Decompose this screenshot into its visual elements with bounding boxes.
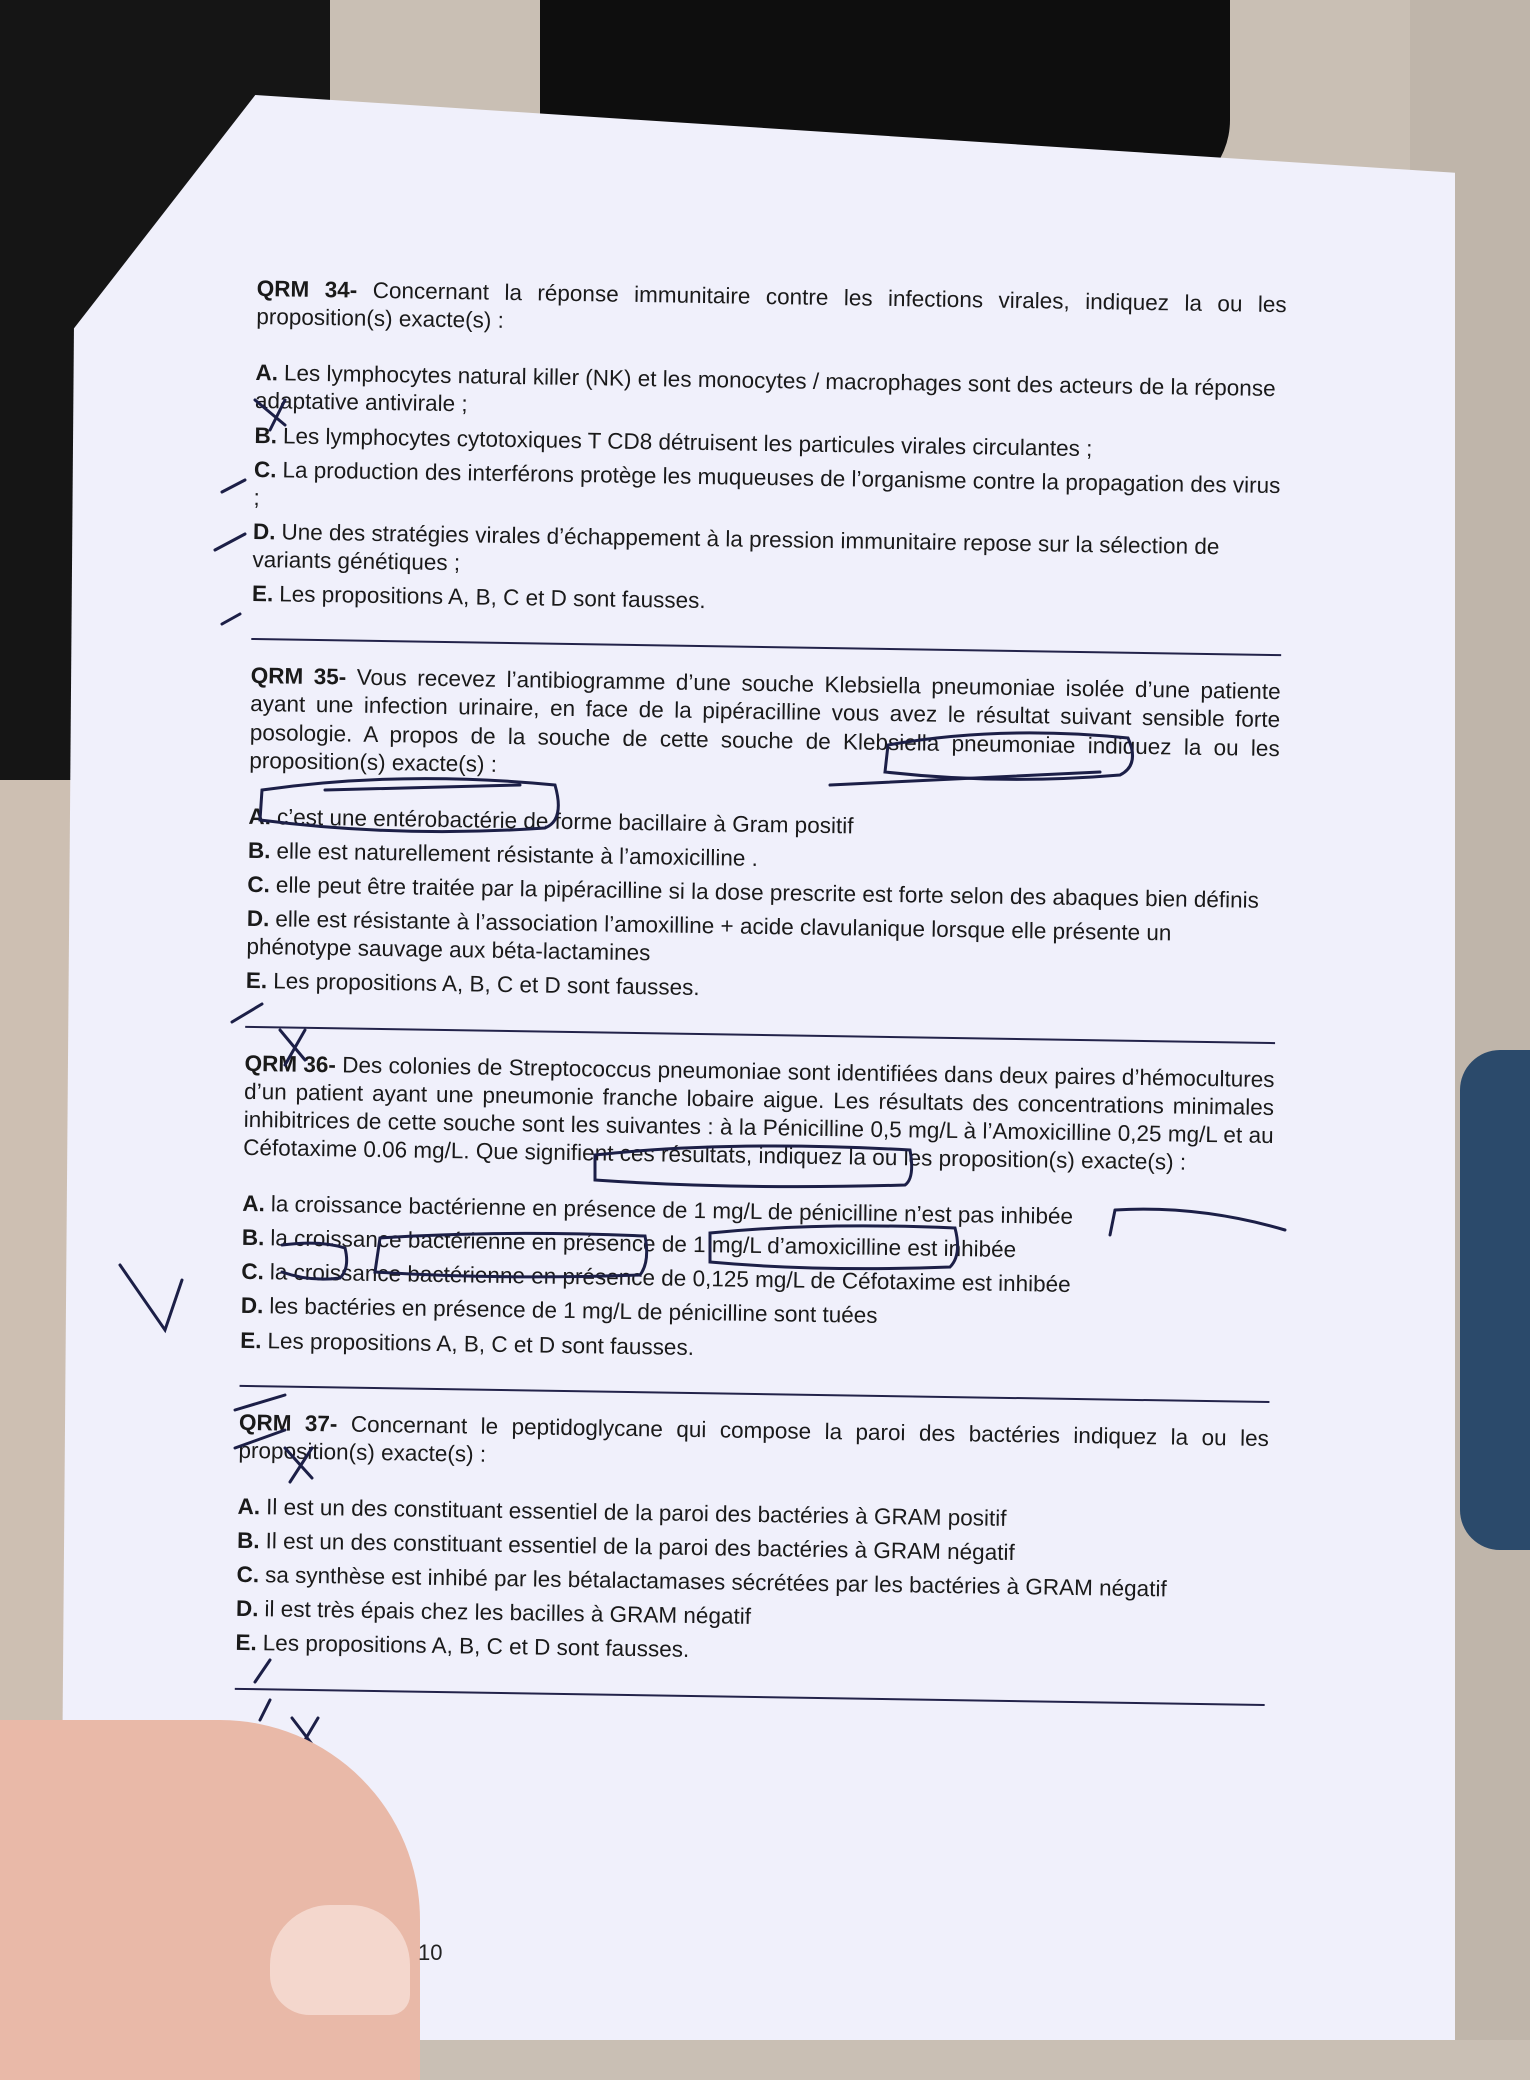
- question-text: Vous recevez l’antibiogramme d’une souche Klebsiella pneumoniae isolée d’une patiente ayant une infection urinaire, en face de la pipéracilline vous avez le résultat suivant sensible forte posologie. A propos de la souche de cette souche de Klebsiella pneumoniae indiquez la ou les proposition(s) exacte(s) :: [249, 664, 1281, 777]
- exam-content: [234, 275, 1286, 1728]
- option-letter: E.: [240, 1327, 262, 1353]
- option-letter: E.: [235, 1630, 257, 1656]
- option-d: [252, 518, 1283, 590]
- option-letter: B.: [254, 422, 278, 448]
- option-text: la croissance bactérienne en présence de 1 mg/L d’amoxicilline est inhibée: [270, 1225, 1017, 1263]
- question-label: QRM 34-: [256, 275, 358, 303]
- option-text: Il est un des constituant essentiel de la paroi des bactéries à GRAM négatif: [265, 1528, 1015, 1566]
- separator-line: [235, 1687, 1265, 1705]
- question-37: [235, 1408, 1269, 1673]
- question-text: Concernant la réponse immunitaire contre les infections virales, indiquez la ou les proposition(s) exacte(s) :: [256, 277, 1287, 334]
- option-text: elle est naturellement résistante à l’amoxicilline .: [276, 838, 759, 871]
- option-letter: C.: [236, 1561, 260, 1588]
- option-letter: B.: [241, 1225, 265, 1251]
- option-letter: D.: [246, 906, 270, 932]
- question-label: QRM 36-: [244, 1050, 337, 1077]
- option-text: la croissance bactérienne en présence de 0,125 mg/L de Céfotaxime est inhibée: [269, 1259, 1071, 1298]
- option-letter: D.: [252, 518, 276, 545]
- option-letter: E.: [251, 581, 274, 607]
- separator-line: [245, 1025, 1275, 1043]
- question-label: QRM 37-: [238, 1409, 338, 1437]
- option-letter: C.: [241, 1259, 265, 1285]
- option-c: [253, 456, 1284, 528]
- option-text: Les propositions A, B, C et D sont fausses.: [272, 968, 700, 1001]
- option-text: Les lymphocytes cytotoxiques T CD8 détruisent les particules virales circulantes ;: [282, 422, 1093, 461]
- option-text: Les propositions A, B, C et D sont fausses.: [262, 1630, 690, 1663]
- option-text: Les lymphocytes natural killer (NK) et les monocytes / macrophages sont des acteurs de la réponse adaptative antivirale ;: [254, 360, 1276, 417]
- option-text: sa synthèse est inhibé par les bétalactamases sécrétées par les bactéries à GRAM négatif: [264, 1562, 1167, 1602]
- option-letter: E.: [245, 968, 268, 994]
- option-letter: D.: [235, 1596, 259, 1622]
- thumb-nail: [270, 1905, 410, 2015]
- option-text: La production des interférons protège les muqueuses de l’organisme contre la propagation des virus ;: [253, 457, 1281, 510]
- option-text: Une des stratégies virales d’échappement à la pression immunitaire repose sur la sélection de variants génétiques ;: [252, 519, 1220, 576]
- option-text: les bactéries en présence de 1 mg/L de pénicilline sont tuées: [269, 1293, 878, 1329]
- option-letter: A.: [237, 1493, 261, 1520]
- option-text: elle est résistante à l’association l’amoxilline + acide clavulanique lorsque elle présente un phénotype sauvage aux béta-lactamines: [246, 906, 1172, 966]
- option-letter: C.: [247, 871, 271, 898]
- option-letter: A.: [242, 1190, 266, 1217]
- option-letter: A.: [248, 803, 272, 830]
- option-letter: A.: [255, 360, 279, 386]
- question-34: [252, 275, 1287, 624]
- question-stem: [249, 662, 1281, 791]
- option-text: c’est une entérobactérie de forme bacillaire à Gram positif: [276, 804, 854, 839]
- question-36: [240, 1049, 1275, 1370]
- question-stem: [238, 1408, 1269, 1480]
- option-letter: B.: [236, 1527, 260, 1554]
- background-jeans: [1460, 1050, 1530, 1550]
- question-35: [246, 662, 1281, 1011]
- option-text: Les propositions A, B, C et D sont fausses.: [279, 581, 706, 614]
- option-d: [246, 905, 1277, 977]
- question-label: QRM 35-: [250, 663, 347, 690]
- option-letter: C.: [253, 456, 277, 482]
- option-text: il est très épais chez les bacilles à GRAM négatif: [264, 1596, 752, 1630]
- question-text: Des colonies de Streptococcus pneumoniae sont identifiées dans deux paires d’hémocultures d’un patient ayant une pneumonie franche lobaire aigue. Les résultats des concentrations minimales inhibitrices de cette souche sont les suivantes : à la Pénicilline 0,5 mg/L à l’Amoxicilline 0,25 mg/L et au Céfotaxime 0.06 mg/L. Que signifient ces résultats, indiquez la ou les proposition(s) exacte(s) :: [243, 1051, 1275, 1175]
- holding-thumb: [0, 1720, 420, 2080]
- question-text: Concernant le peptidoglycane qui compose la paroi des bactéries indiquez la ou les proposition(s) exacte(s) :: [238, 1411, 1270, 1467]
- option-text: elle peut être traitée par la pipéracilline si la dose prescrite est forte selon des abaques bien définis: [275, 872, 1260, 913]
- option-text: Les propositions A, B, C et D sont fausses.: [267, 1327, 695, 1360]
- question-stem: [243, 1049, 1275, 1178]
- page-number: 10: [418, 1940, 443, 1965]
- option-text: Il est un des constituant essentiel de la paroi des bactéries à GRAM positif: [265, 1494, 1007, 1531]
- separator-line: [240, 1384, 1270, 1402]
- option-letter: D.: [240, 1293, 264, 1319]
- option-text: la croissance bactérienne en présence de 1 mg/L de pénicilline n’est pas inhibée: [270, 1191, 1074, 1229]
- option-a: [255, 359, 1286, 431]
- option-letter: B.: [247, 837, 271, 864]
- separator-line: [251, 638, 1281, 656]
